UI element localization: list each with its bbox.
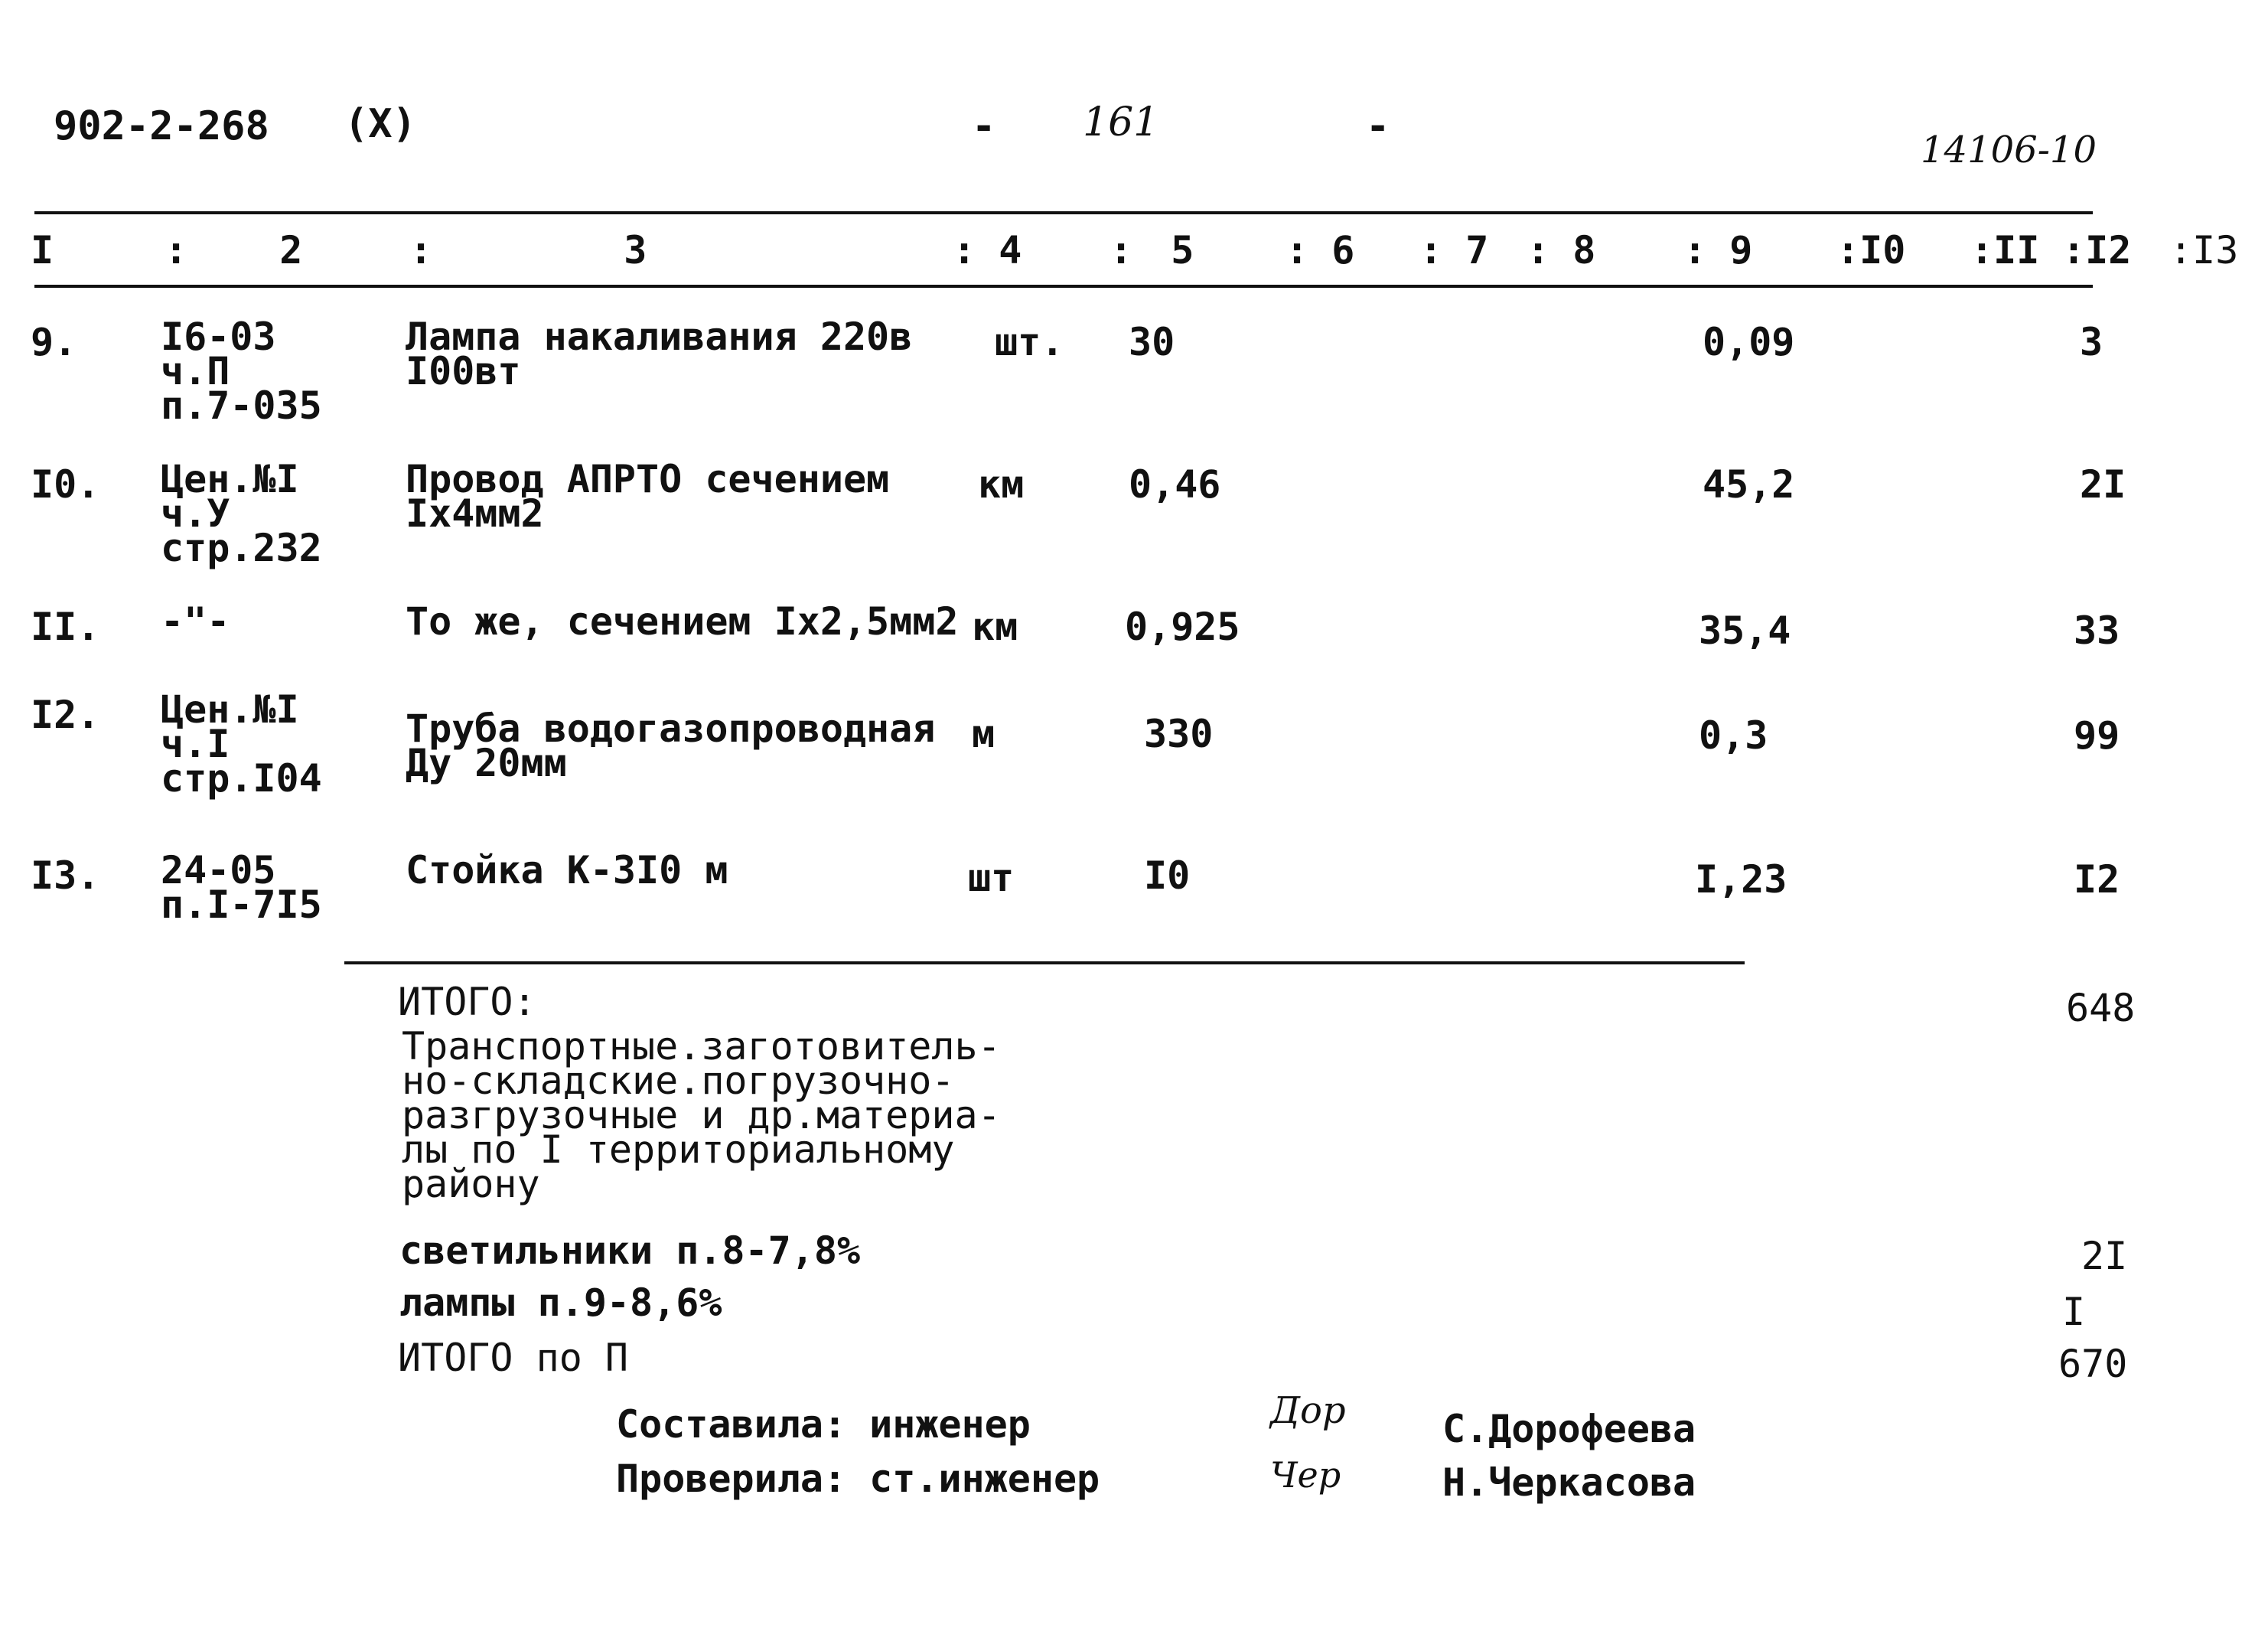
column-header-4: : 4 (953, 228, 1022, 272)
row-total: 3 (2080, 320, 2103, 364)
row-quantity: 330 (1144, 712, 1214, 756)
column-header-9: : 9 (1683, 228, 1753, 272)
row-total: 33 (2074, 608, 2120, 653)
column-header-11: :II (1970, 228, 2040, 272)
transport-costs-text: Транспортные.заготовитель- но-складские.погрузочно- разгрузочные и др.материа- лы по I территориальному району (402, 1024, 1001, 1206)
row-number: I0. (31, 462, 100, 507)
row-number: I3. (31, 853, 100, 898)
subtotal-rule (344, 961, 1745, 964)
row-price: 35,4 (1699, 608, 1791, 653)
row-total: 2I (2080, 462, 2126, 507)
row-number: 9. (31, 320, 77, 364)
section-number: (X) (344, 101, 416, 147)
compiled-signature: Дор (1270, 1389, 1346, 1432)
row-reference: I6-03 ч.П п.7-035 (161, 315, 322, 428)
checked-by-name: Н.Черкасова (1442, 1460, 1696, 1505)
row-unit: км (972, 605, 1018, 649)
row-price: 45,2 (1703, 462, 1795, 507)
row-number: I2. (31, 693, 100, 737)
itogo-p2-label: ИТОГО по П (398, 1336, 629, 1380)
row-name: То же, сечением Iх2,5мм2 (406, 599, 959, 644)
row-unit: шт. (995, 320, 1064, 364)
row-name: Провод АПРТО сечением Ix4мм2 (406, 457, 890, 536)
row-total: 99 (2074, 713, 2120, 758)
table-header-rule (34, 285, 2093, 288)
row-reference: -"- (161, 599, 230, 644)
fixtures-surcharge-label: светильники п.8-7,8% (399, 1228, 861, 1273)
column-header-13: :I3 (2169, 228, 2239, 272)
row-name: Труба водогазопроводная Ду 20мм (406, 706, 936, 785)
column-header-7: : 7 (1419, 228, 1489, 272)
row-total: I2 (2074, 857, 2120, 902)
itogo-p2-value: 670 (2058, 1342, 2128, 1386)
row-price: 0,09 (1703, 320, 1795, 364)
row-name: Лампа накаливания 220в I00вт (406, 315, 913, 393)
row-quantity: I0 (1144, 853, 1191, 898)
page-number: 161 (1083, 100, 1159, 145)
row-quantity: 0,46 (1129, 462, 1221, 507)
sheet-reference: 14106-10 (1921, 129, 2097, 171)
column-header-6: : 6 (1286, 228, 1355, 272)
table-top-rule (34, 211, 2093, 214)
doc-code: 902-2-268 (54, 103, 269, 149)
row-reference: Цен.№I ч.У стр.232 (161, 457, 322, 570)
compiled-by-name: С.Дорофеева (1442, 1407, 1696, 1451)
row-price: I,23 (1695, 857, 1787, 902)
row-name: Стойка К-3I0 м (406, 848, 728, 892)
column-header-2: : 2 (165, 228, 303, 272)
row-unit: км (978, 462, 1025, 507)
row-unit: шт (968, 856, 1015, 900)
fixtures-surcharge-value: 2I (2081, 1234, 2128, 1278)
checked-by-label: Проверила: ст.инженер (616, 1457, 1100, 1501)
row-reference: Цен.№I ч.I стр.I04 (161, 687, 322, 801)
checked-signature: Чер (1270, 1454, 1341, 1496)
row-unit: м (972, 712, 996, 756)
column-header-3: : 3 (409, 228, 647, 272)
itogo-value: 648 (2066, 986, 2136, 1030)
itogo-label: ИТОГО: (398, 980, 536, 1024)
row-reference: 24-05 п.I-7I5 (161, 848, 322, 927)
column-header-8: : 8 (1527, 228, 1596, 272)
row-number: II. (31, 605, 100, 649)
row-quantity: 30 (1129, 320, 1175, 364)
page-dash-left: - (972, 103, 996, 149)
column-header-1: I (31, 228, 54, 272)
column-header-10: :I0 (1836, 228, 1906, 272)
page-dash-right: - (1366, 103, 1390, 149)
column-header-12: :I2 (2062, 228, 2132, 272)
lamps-surcharge-label: лампы п.9-8,6% (399, 1281, 722, 1325)
lamps-surcharge-value: I (2062, 1290, 2086, 1334)
row-quantity: 0,925 (1125, 605, 1240, 649)
column-header-5: : 5 (1110, 228, 1194, 272)
row-price: 0,3 (1699, 713, 1768, 758)
compiled-by-label: Составила: инженер (616, 1402, 1031, 1447)
